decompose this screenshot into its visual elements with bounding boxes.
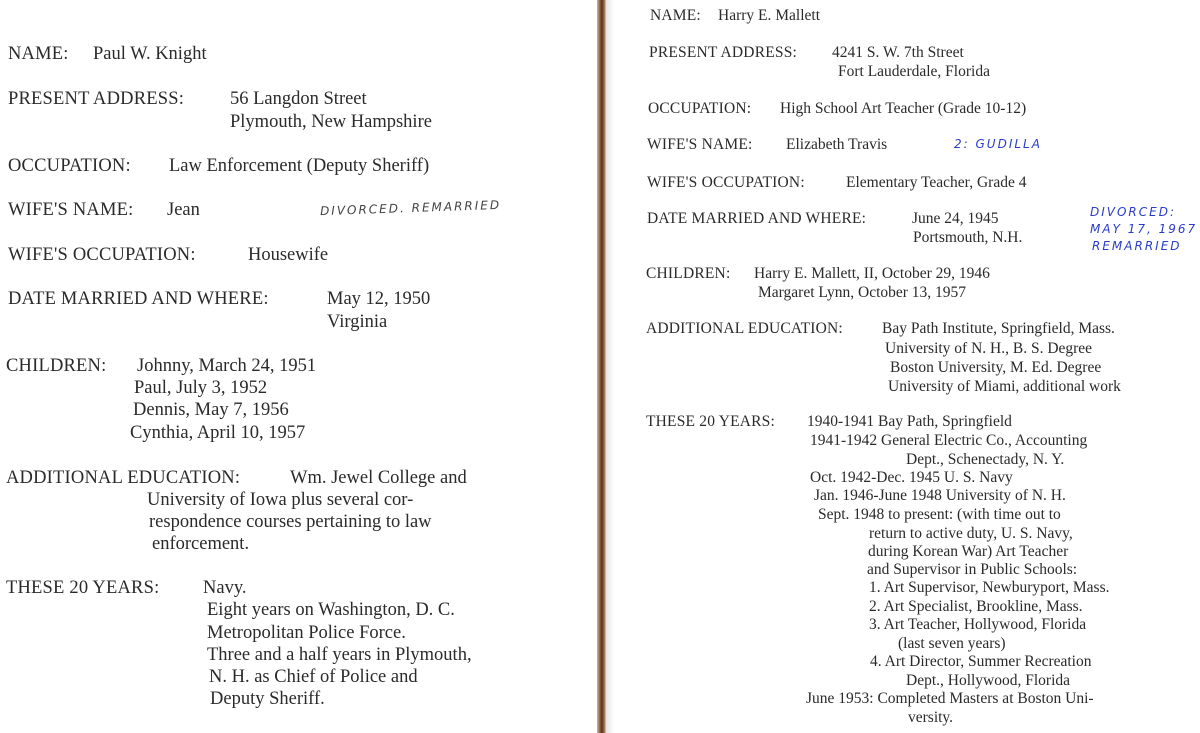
handwritten-note: REMARRIED bbox=[1092, 239, 1182, 253]
education-line: University of Miami, additional work bbox=[888, 378, 1121, 395]
children-label: CHILDREN: bbox=[6, 356, 107, 376]
years-line: June 1953: Completed Masters at Boston Uni- bbox=[806, 690, 1094, 707]
years-line: versity. bbox=[908, 709, 954, 726]
child-line: Paul, July 3, 1952 bbox=[134, 378, 268, 398]
address-line: Plymouth, New Hampshire bbox=[230, 112, 432, 132]
years-line: Deputy Sheriff. bbox=[210, 689, 325, 709]
name-label: NAME: bbox=[8, 44, 69, 64]
years-line: return to active duty, U. S. Navy, bbox=[869, 525, 1073, 542]
address-label: PRESENT ADDRESS: bbox=[8, 89, 185, 109]
occupation-value: High School Art Teacher (Grade 10-12) bbox=[780, 100, 1027, 117]
years-line: 2. Art Specialist, Brookline, Mass. bbox=[869, 598, 1083, 615]
address-line: Fort Lauderdale, Florida bbox=[838, 63, 990, 80]
years-line: 1. Art Supervisor, Newburyport, Mass. bbox=[869, 579, 1110, 596]
years-line: 1940-1941 Bay Path, Springfield bbox=[807, 413, 1012, 430]
years-label: THESE 20 YEARS: bbox=[646, 413, 776, 430]
education-line: enforcement. bbox=[152, 534, 250, 554]
handwritten-note: DIVORCED. REMARRIED bbox=[319, 197, 502, 219]
children-label: CHILDREN: bbox=[646, 265, 731, 282]
child-line: Dennis, May 7, 1956 bbox=[133, 400, 289, 420]
handwritten-note: 2: GUDILLA bbox=[954, 137, 1042, 151]
address-label: PRESENT ADDRESS: bbox=[649, 44, 798, 61]
child-line: Harry E. Mallett, II, October 29, 1946 bbox=[754, 265, 990, 282]
years-line: Oct. 1942-Dec. 1945 U. S. Navy bbox=[810, 469, 1013, 486]
years-line: during Korean War) Art Teacher bbox=[868, 543, 1069, 560]
married-line: Virginia bbox=[327, 312, 388, 332]
wife-name-label: WIFE'S NAME: bbox=[8, 200, 134, 220]
education-line: Bay Path Institute, Springfield, Mass. bbox=[882, 320, 1115, 337]
years-line: Metropolitan Police Force. bbox=[207, 623, 406, 643]
handwritten-note: MAY 17, 1967 bbox=[1090, 222, 1198, 236]
years-line: Dept., Schenectady, N. Y. bbox=[906, 451, 1065, 468]
married-label: DATE MARRIED AND WHERE: bbox=[647, 210, 867, 227]
wife-occupation-label: WIFE'S OCCUPATION: bbox=[647, 174, 805, 191]
education-line: University of N. H., B. S. Degree bbox=[885, 340, 1093, 357]
wife-name-label: WIFE'S NAME: bbox=[647, 136, 753, 153]
years-line: Sept. 1948 to present: (with time out to bbox=[818, 506, 1061, 523]
years-line: 1941-1942 General Electric Co., Accounting bbox=[810, 432, 1088, 449]
education-label: ADDITIONAL EDUCATION: bbox=[646, 320, 843, 337]
wife-occupation-value: Elementary Teacher, Grade 4 bbox=[846, 174, 1027, 191]
education-line: Boston University, M. Ed. Degree bbox=[890, 359, 1102, 376]
education-line: Wm. Jewel College and bbox=[290, 468, 467, 488]
years-line: 4. Art Director, Summer Recreation bbox=[870, 653, 1092, 670]
years-line: Navy. bbox=[203, 578, 247, 598]
married-line: June 24, 1945 bbox=[912, 210, 999, 227]
married-line: Portsmouth, N.H. bbox=[913, 229, 1023, 246]
years-label: THESE 20 YEARS: bbox=[6, 578, 160, 598]
child-line: Cynthia, April 10, 1957 bbox=[130, 423, 306, 443]
years-line: Eight years on Washington, D. C. bbox=[207, 600, 455, 620]
book-gutter bbox=[597, 0, 606, 733]
right-page bbox=[606, 0, 1200, 733]
years-line: and Supervisor in Public Schools: bbox=[867, 561, 1078, 578]
wife-occupation-label: WIFE'S OCCUPATION: bbox=[8, 245, 196, 265]
handwritten-note: DIVORCED: bbox=[1090, 205, 1177, 219]
child-line: Margaret Lynn, October 13, 1957 bbox=[758, 284, 967, 301]
married-line: May 12, 1950 bbox=[327, 289, 431, 309]
left-page bbox=[0, 0, 598, 733]
years-line: Three and a half years in Plymouth, bbox=[207, 645, 472, 665]
name-value: Harry E. Mallett bbox=[718, 7, 821, 24]
married-label: DATE MARRIED AND WHERE: bbox=[8, 289, 269, 309]
occupation-value: Law Enforcement (Deputy Sheriff) bbox=[169, 156, 430, 176]
years-line: (last seven years) bbox=[898, 635, 1006, 652]
wife-name-value: Elizabeth Travis bbox=[786, 136, 888, 153]
wife-name-value: Jean bbox=[167, 200, 200, 220]
address-line: 4241 S. W. 7th Street bbox=[832, 44, 964, 61]
name-label: NAME: bbox=[650, 7, 701, 24]
years-line: Jan. 1946-June 1948 University of N. H. bbox=[814, 487, 1066, 504]
occupation-label: OCCUPATION: bbox=[648, 100, 752, 117]
child-line: Johnny, March 24, 1951 bbox=[137, 356, 317, 376]
years-line: Dept., Hollywood, Florida bbox=[906, 672, 1071, 689]
years-line: 3. Art Teacher, Hollywood, Florida bbox=[869, 616, 1087, 633]
occupation-label: OCCUPATION: bbox=[8, 156, 131, 176]
education-label: ADDITIONAL EDUCATION: bbox=[6, 468, 241, 488]
education-line: respondence courses pertaining to law bbox=[149, 512, 432, 532]
address-line: 56 Langdon Street bbox=[230, 89, 367, 109]
education-line: University of Iowa plus several cor- bbox=[147, 490, 414, 510]
name-value: Paul W. Knight bbox=[93, 44, 207, 64]
years-line: N. H. as Chief of Police and bbox=[209, 667, 418, 687]
wife-occupation-value: Housewife bbox=[248, 245, 329, 265]
